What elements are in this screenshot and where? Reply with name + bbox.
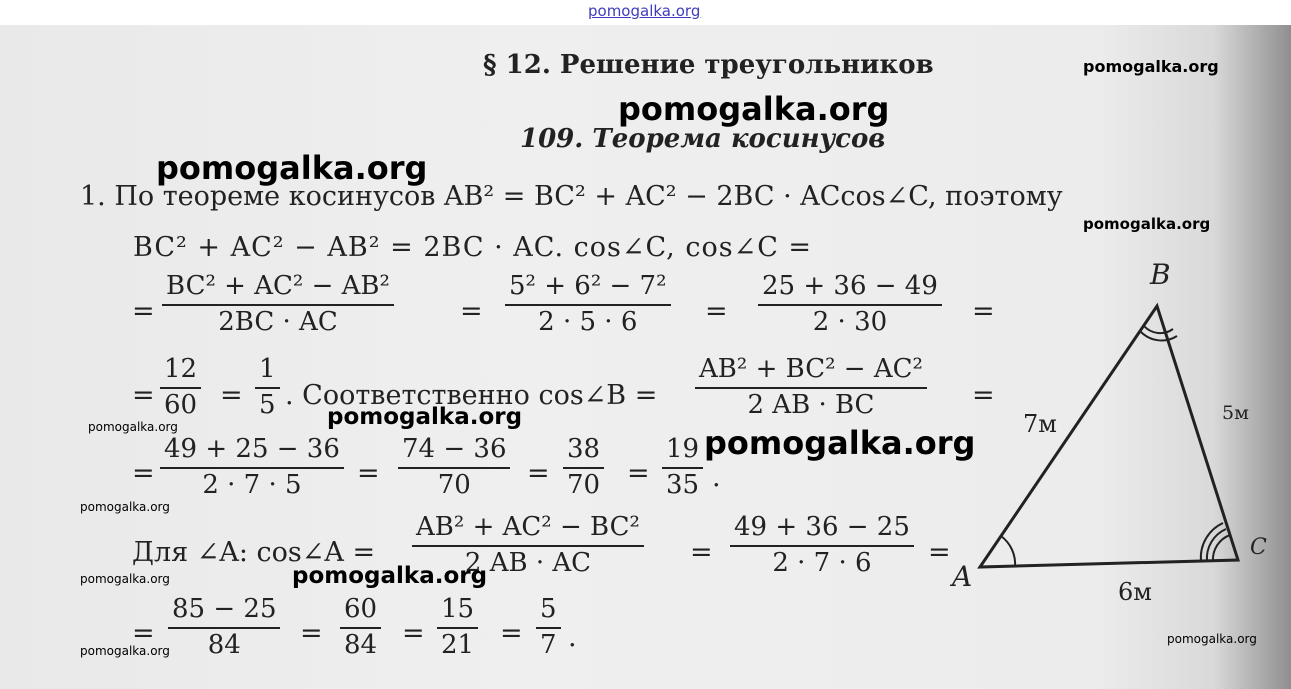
fraction-denominator: 2 · 7 · 5 bbox=[202, 469, 302, 500]
fraction-numerator: AB² + BC² − AC² bbox=[695, 355, 927, 389]
fraction-numerator: AB² + AC² − BC² bbox=[412, 513, 644, 547]
fraction-cos-c-values bbox=[505, 272, 671, 338]
fraction-numerator: 85 − 25 bbox=[168, 595, 280, 629]
text-line-2: BC² + AC² − AB² = 2BC · AC. cos∠C, cos∠C = bbox=[133, 232, 813, 263]
fraction-numerator: 49 + 25 − 36 bbox=[160, 435, 344, 469]
fraction-denominator: 70 bbox=[567, 469, 601, 500]
fraction-denominator: 2BC · AC bbox=[218, 306, 338, 337]
equals-sign: = bbox=[627, 458, 650, 489]
equals-sign: = bbox=[705, 296, 728, 327]
fraction-numerator: 74 − 36 bbox=[398, 435, 510, 469]
vertex-label-c: C bbox=[1250, 535, 1267, 560]
fraction-denominator: 2 · 5 · 6 bbox=[538, 306, 638, 337]
fraction-74-36-70 bbox=[398, 435, 510, 501]
fraction-denominator: 2 AB · BC bbox=[747, 389, 875, 420]
fraction-cos-a-values bbox=[730, 513, 914, 579]
fraction-denominator: 21 bbox=[441, 629, 475, 660]
side-label-ac: 6м bbox=[1118, 578, 1152, 606]
fraction-numerator: 15 bbox=[437, 595, 478, 629]
watermark: pomogalka.org bbox=[80, 644, 170, 658]
watermark: pomogalka.org bbox=[1083, 215, 1211, 233]
watermark: pomogalka.org bbox=[1083, 57, 1219, 76]
fraction-cos-c-formula bbox=[162, 272, 394, 338]
period: . bbox=[568, 622, 577, 653]
fraction-denominator: 60 bbox=[164, 389, 198, 420]
fraction-38-70 bbox=[563, 435, 604, 501]
fraction-denominator: 7 bbox=[540, 629, 557, 660]
fraction-15-21 bbox=[437, 595, 478, 661]
equals-sign: = bbox=[132, 458, 155, 489]
period: . bbox=[712, 462, 721, 493]
text-line-4: . Соответственно cos∠B = bbox=[285, 380, 658, 411]
section-heading: § 12. Решение треугольников bbox=[483, 50, 934, 80]
text-line-6: Для ∠A: cos∠A = bbox=[132, 537, 376, 568]
side-label-ab: 7м bbox=[1023, 410, 1057, 438]
fraction-denominator: 2 · 7 · 6 bbox=[772, 547, 872, 578]
vertex-label-b: B bbox=[1150, 258, 1171, 291]
watermark-link-top[interactable]: pomogalka.org bbox=[588, 2, 701, 20]
equals-sign: = bbox=[220, 380, 243, 411]
subsection-heading: 109. Теорема косинусов bbox=[520, 124, 886, 154]
equals-sign: = bbox=[928, 537, 951, 568]
angle-arc-b bbox=[1144, 326, 1173, 333]
equals-sign: = bbox=[527, 458, 550, 489]
fraction-cos-b-values bbox=[160, 435, 344, 501]
fraction-numerator: 1 bbox=[255, 355, 280, 389]
equals-sign: = bbox=[132, 380, 155, 411]
fraction-1-5 bbox=[255, 355, 280, 421]
watermark: pomogalka.org bbox=[327, 404, 523, 430]
fraction-cos-b-formula bbox=[695, 355, 927, 421]
watermark: pomogalka.org bbox=[80, 500, 170, 514]
fraction-numerator: 5 bbox=[536, 595, 561, 629]
triangle-figure bbox=[960, 260, 1260, 610]
fraction-60-84 bbox=[340, 595, 381, 661]
fraction-85-25-84 bbox=[168, 595, 280, 661]
fraction-numerator: 19 bbox=[662, 435, 703, 469]
equals-sign: = bbox=[690, 537, 713, 568]
watermark: pomogalka.org bbox=[1167, 632, 1257, 646]
watermark: pomogalka.org bbox=[292, 563, 488, 589]
equals-sign: = bbox=[132, 618, 155, 649]
fraction-numerator: 12 bbox=[160, 355, 201, 389]
fraction-5-7 bbox=[536, 595, 561, 661]
fraction-numerator: 25 + 36 − 49 bbox=[758, 272, 942, 306]
fraction-numerator: 38 bbox=[563, 435, 604, 469]
equals-sign: = bbox=[972, 380, 995, 411]
equals-sign: = bbox=[402, 618, 425, 649]
watermark: pomogalka.org bbox=[618, 90, 890, 128]
fraction-denominator: 70 bbox=[437, 469, 471, 500]
fraction-numerator: 49 + 36 − 25 bbox=[730, 513, 914, 547]
angle-arc-c bbox=[1213, 535, 1230, 561]
fraction-denominator: 84 bbox=[207, 629, 241, 660]
watermark: pomogalka.org bbox=[704, 424, 976, 462]
equals-sign: = bbox=[972, 296, 995, 327]
fraction-denominator: 84 bbox=[344, 629, 378, 660]
equals-sign: = bbox=[460, 296, 483, 327]
equals-sign: = bbox=[500, 618, 523, 649]
fraction-cos-c-sum bbox=[758, 272, 942, 338]
fraction-19-35 bbox=[662, 435, 703, 501]
fraction-numerator: BC² + AC² − AB² bbox=[162, 272, 394, 306]
triangle-outline bbox=[980, 306, 1238, 567]
angle-arc-a bbox=[1001, 536, 1015, 567]
fraction-denominator: 2 AB · AC bbox=[464, 547, 592, 578]
fraction-numerator: 5² + 6² − 7² bbox=[505, 272, 671, 306]
watermark: pomogalka.org bbox=[156, 149, 428, 187]
watermark: pomogalka.org bbox=[88, 420, 178, 434]
fraction-denominator: 5 bbox=[259, 389, 276, 420]
fraction-numerator: 60 bbox=[340, 595, 381, 629]
vertex-label-a: A bbox=[952, 560, 973, 593]
equals-sign: = bbox=[132, 296, 155, 327]
side-label-bc: 5м bbox=[1222, 402, 1249, 424]
fraction-12-60 bbox=[160, 355, 201, 421]
fraction-denominator: 2 · 30 bbox=[812, 306, 888, 337]
equals-sign: = bbox=[300, 618, 323, 649]
fraction-denominator: 35 bbox=[666, 469, 700, 500]
text-line-1: 1. По теореме косинусов AB² = BC² + AC² − 2BC · ACcos∠C, поэтому bbox=[80, 181, 1063, 212]
equals-sign: = bbox=[357, 458, 380, 489]
watermark: pomogalka.org bbox=[80, 572, 170, 586]
